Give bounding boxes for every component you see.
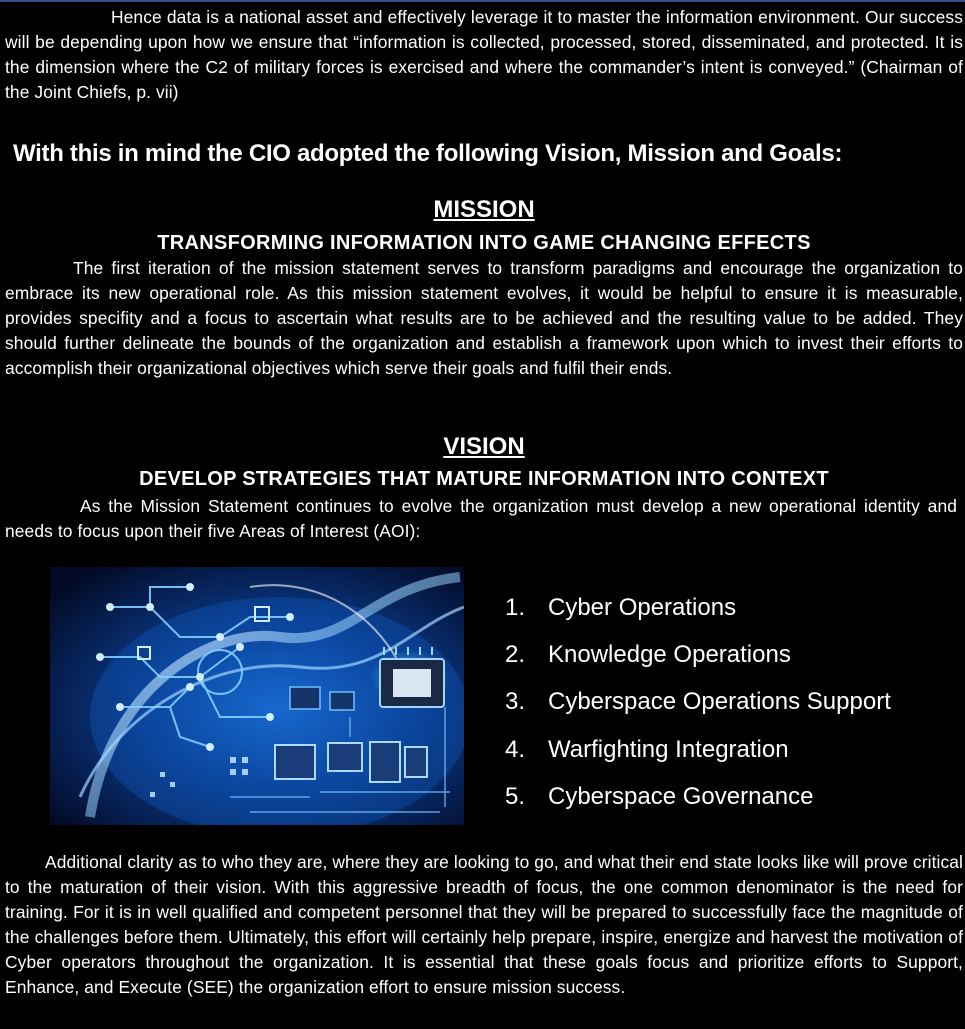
list-item-number: 4.	[505, 735, 526, 763]
closing-paragraph: Additional clarity as to who they are, where they are looking to go, and what their end state looks like will prove critical to the maturation of their vision. With this aggressive breadth of focus, the one common denominator is the need for training. For it is in well qualified and competent personnel that they will be prepared to successfully face the magnitude of the challenges before them. Ultimately, this effort will certainly help prepare, inspire, energize and harvest the motivation of Cyber operators throughout the organization. It is essential that these goals focus and prioritize efforts to Support, Enhance, and Execute (SEE) the organization effort to ensure mission success.	[5, 852, 963, 997]
list-item	[505, 777, 891, 824]
list-item-number: 1.	[505, 594, 526, 621]
list-item-number: 3.	[505, 688, 526, 716]
list-item	[505, 635, 891, 682]
list-item	[505, 682, 891, 729]
list-item-label: Cyberspace Operations Support	[548, 688, 891, 716]
list-item-label: Cyberspace Governance	[548, 782, 814, 810]
list-item	[505, 588, 891, 635]
mission-statement: TRANSFORMING INFORMATION INTO GAME CHANGING EFFECTS	[157, 232, 811, 254]
circuit-illustration	[50, 567, 464, 825]
list-item-number: 5.	[505, 782, 526, 810]
intro-paragraph: Hence data is a national asset and effectively leverage it to master the information environment. Our success will be depending upon how we ensure that “information is collected, processed, stored, disseminated, and protected. It is the dimension where the C2 of military forces is exercised and where the commander’s intent is conveyed.” (Chairman of the Joint Chiefs, p. vii)	[5, 7, 963, 102]
closing-section	[5, 850, 963, 1000]
circuit-board-image	[50, 567, 464, 825]
top-border	[0, 0, 965, 2]
mission-paragraph: The first iteration of the mission statement serves to transform paradigms and encourage the organization to embrace its new operational role. As this mission statement evolves, it would be helpful to ensure it is measurable, provides specifity and a focus to ascertain what results are to be achieved and the resulting value to be added. They should further delineate the bounds of the organization and establish a framework upon which to invest their efforts to accomplish their organizational objectives which serve their goals and fulfil their ends.	[5, 258, 963, 378]
list-item-label: Cyber Operations	[548, 594, 737, 621]
vision-section	[5, 494, 957, 544]
mission-section	[5, 256, 963, 381]
intro-section	[5, 5, 963, 105]
mission-heading: MISSION	[433, 196, 535, 223]
vision-paragraph: As the Mission Statement continues to evolve the organization must develop a new operational identity and needs to focus upon their five Areas of Interest (AOI):	[5, 496, 957, 541]
list-item-number: 2.	[505, 641, 526, 669]
list-item-label: Warfighting Integration	[548, 735, 789, 763]
list-item	[505, 730, 891, 777]
list-item-label: Knowledge Operations	[548, 641, 791, 669]
vision-statement: DEVELOP STRATEGIES THAT MATURE INFORMATION INTO CONTEXT	[139, 468, 829, 490]
vision-heading: VISION	[443, 433, 525, 460]
lead-statement: With this in mind the CIO adopted the following Vision, Mission and Goals:	[13, 140, 843, 167]
areas-of-interest-list	[505, 588, 891, 824]
